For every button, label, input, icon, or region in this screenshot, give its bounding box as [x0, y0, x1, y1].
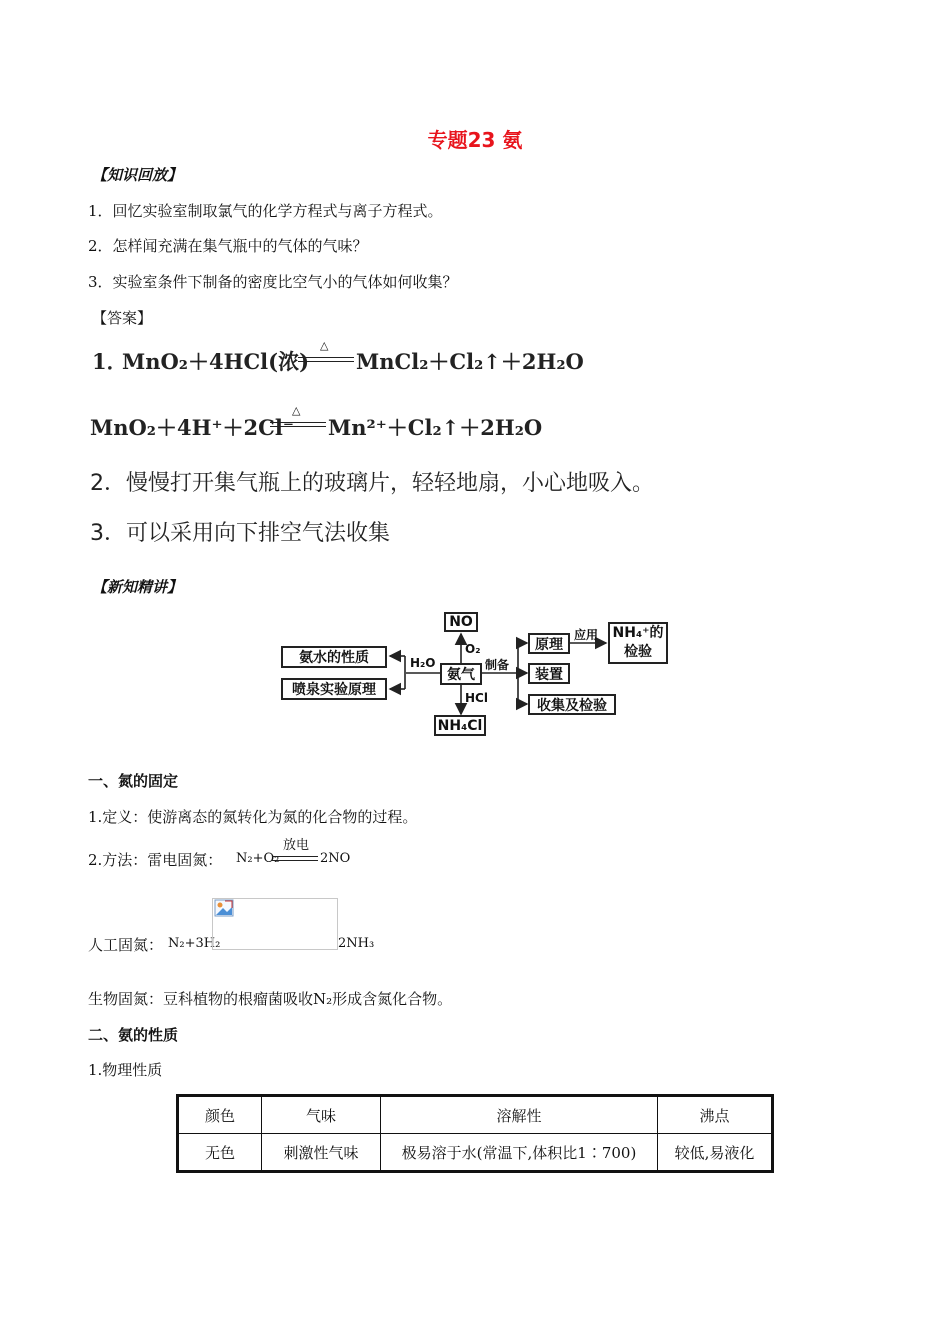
lightning-reactants: N₂+O₂ [236, 851, 280, 866]
nh4-test-line-2: 检验 [624, 644, 652, 660]
header-color: 颜色 [178, 1096, 262, 1134]
ammonia-center-box: 氨气 [440, 663, 482, 685]
equation-2-products: Mn²⁺＋Cl₂↑＋2H₂O [328, 415, 543, 440]
answer-2: 2．慢慢打开集气瓶上的玻璃片，轻轻地扇，小心地吸入。 [90, 471, 654, 496]
review-heading: 【知识回放】 [92, 166, 183, 184]
lightning-bar [272, 856, 318, 861]
answer-label: 【答案】 [92, 309, 153, 327]
collect-test-box: 收集及检验 [528, 694, 616, 715]
artificial-reactants: N₂+3H₂ [168, 936, 221, 951]
biological-fixation: 生物固氮：豆科植物的根瘤菌吸收N₂形成含氮化合物。 [88, 990, 453, 1008]
artificial-products: 2NH₃ [338, 936, 375, 951]
artificial-fixation-prefix: 人工固氮： [88, 936, 164, 954]
physical-properties-table [176, 1094, 774, 1173]
table-row [178, 1134, 773, 1172]
nh4cl-box: NH₄Cl [434, 715, 486, 736]
answer-3: 3．可以采用向下排空气法收集 [90, 521, 390, 546]
fixation-method-prefix: 2.方法：雷电固氮： [88, 851, 223, 869]
section-1-heading: 一、氮的固定 [88, 772, 179, 790]
equation-1-heat-symbol: △ [320, 339, 329, 352]
cell-solubility: 极易溶于水(常温下,体积比1∶700) [381, 1134, 658, 1172]
hcl-label: HCl [465, 691, 488, 705]
fixation-definition: 1.定义：使游离态的氮转化为氮的化合物的过程。 [88, 808, 418, 826]
table-header-row [178, 1096, 773, 1134]
ammonia-water-box: 氨水的性质 [281, 646, 387, 668]
apparatus-box: 装置 [528, 663, 570, 684]
broken-image-icon [214, 899, 234, 917]
equation-2-reactants: MnO₂＋4H⁺＋2Cl⁻ [90, 415, 294, 440]
nh4-test-box [608, 622, 668, 664]
equation-2-heat-symbol: △ [292, 404, 301, 417]
prep-label: 制备 [485, 658, 510, 672]
header-boiling-point: 沸点 [658, 1096, 773, 1134]
review-question-2: 2．怎样闻充满在集气瓶中的气体的气味？ [88, 237, 368, 255]
lightning-condition: 放电 [283, 838, 310, 853]
cell-odor: 刺激性气味 [262, 1134, 381, 1172]
lightning-products: 2NO [320, 851, 351, 866]
no-box: NO [444, 612, 478, 632]
apply-label: 应用 [574, 628, 599, 642]
h2o-label: H₂O [410, 656, 436, 670]
header-odor: 气味 [262, 1096, 381, 1134]
equation-1-products: MnCl₂＋Cl₂↑＋2H₂O [356, 349, 584, 374]
fountain-experiment-box: 喷泉实验原理 [281, 678, 387, 700]
nh4-test-line-1: NH₄⁺的 [612, 625, 664, 641]
new-knowledge-heading: 【新知精讲】 [92, 578, 183, 596]
header-solubility: 溶解性 [381, 1096, 658, 1134]
cell-color: 无色 [178, 1134, 262, 1172]
review-question-1: 1．回忆实验室制取氯气的化学方程式与离子方程式。 [88, 202, 443, 220]
physical-properties-subheading: 1.物理性质 [88, 1061, 163, 1079]
cell-boiling-point: 较低,易液化 [658, 1134, 773, 1172]
section-2-heading: 二、氨的性质 [88, 1026, 179, 1044]
review-question-3: 3．实验室条件下制备的密度比空气小的气体如何收集？ [88, 273, 458, 291]
o2-label: O₂ [465, 642, 481, 656]
equation-1-reactants: MnO₂＋4HCl(浓) [122, 349, 310, 374]
page-title: 专题23 氨 [427, 128, 523, 152]
principle-box: 原理 [528, 633, 570, 654]
answer-1-number: 1． [92, 349, 128, 374]
